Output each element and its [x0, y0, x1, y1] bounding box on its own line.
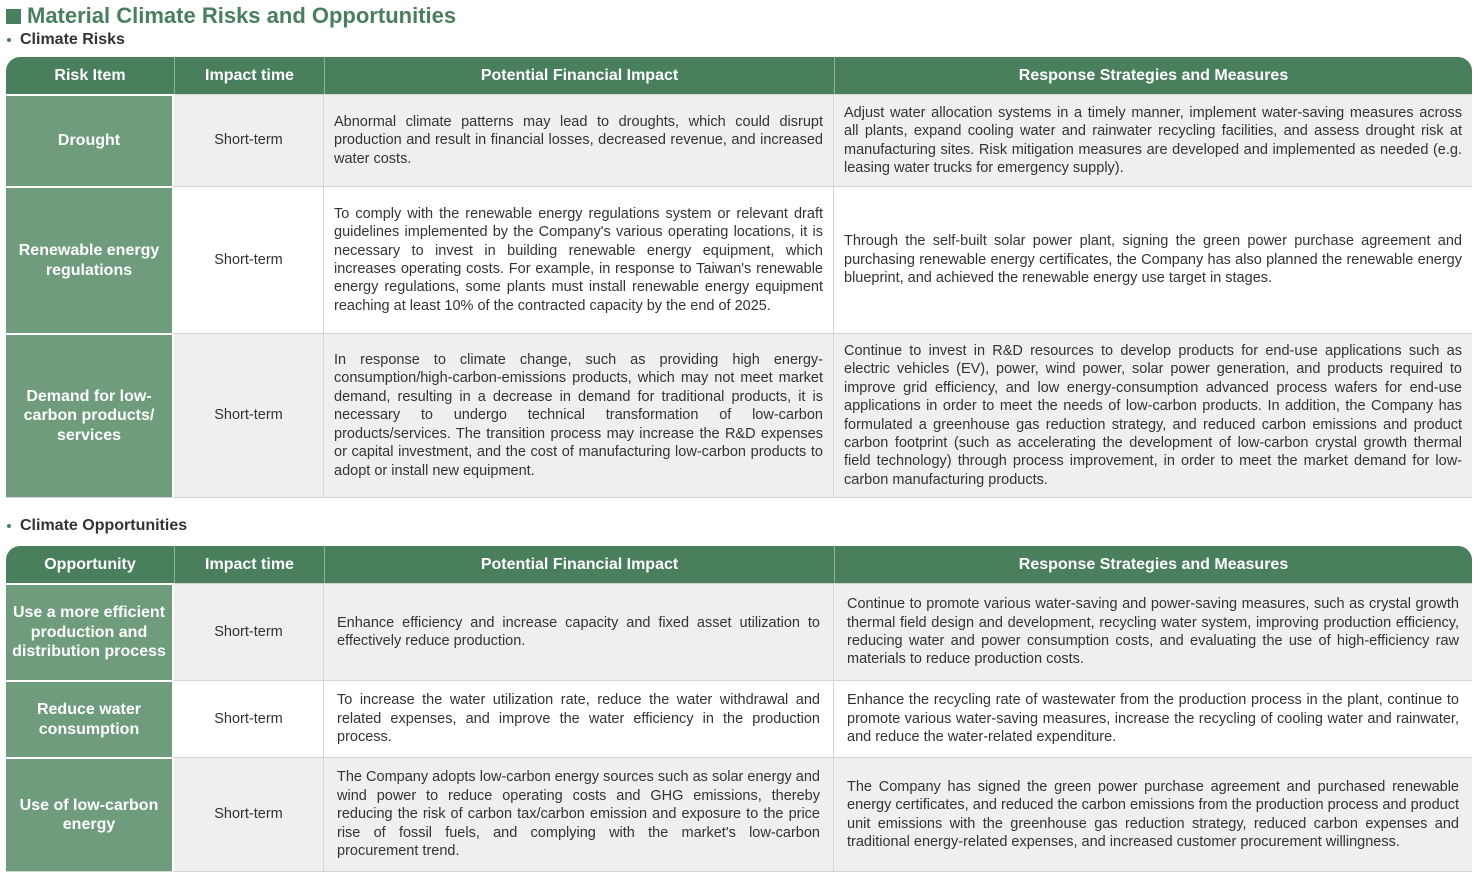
impact-time-cell: Short-term: [174, 333, 324, 498]
page-title-text: Material Climate Risks and Opportunities: [27, 3, 457, 28]
column-header-financial-impact: Potential Financial Impact: [324, 546, 834, 583]
column-header-opportunity: Opportunity: [6, 546, 174, 583]
financial-impact-cell: To comply with the renewable energy regulations system or relevant draft guidelines implemented by the Company's various operating locations, it is necessary to invest in building renewable energy equipment, which increases operating costs. For example, in response to Taiwan's renewable energy regulations, some plants must install renewable energy equipment reaching at least 10% of the contracted capacity by the end of 2025.: [324, 186, 834, 333]
financial-impact-cell: Abnormal climate patterns may lead to droughts, which could disrupt production and result in financial losses, decreased revenue, and increased water costs.: [324, 94, 834, 186]
financial-impact-cell: To increase the water utilization rate, reduce the water withdrawal and related expenses, and improve the water efficiency in the production process.: [324, 680, 834, 757]
financial-impact-cell: In response to climate change, such as providing high energy-consumption/high-carbon-emissions products, which may not meet market demand, resulting in a decrease in demand for traditional products, it is necessary to undergo technical transformation of low-carbon products/services. The transition process may increase the R&D expenses or capital investment, and the cost of manufacturing low-carbon products to adopt or install new equipment.: [324, 333, 834, 498]
risk-item-cell: Demand for low-carbon products/ services: [6, 333, 174, 498]
table-header-row: [6, 57, 1472, 94]
table-row: [6, 186, 1472, 333]
response-strategy-cell: Adjust water allocation systems in a timely manner, implement water-saving measures across all plants, expand cooling water and rainwater recycling facilities, and assess drought risk at manufacturing sites. Risk mitigation measures are developed and implemented as needed (e.g. leasing water trucks for emergency supply).: [834, 94, 1472, 186]
impact-time-cell: Short-term: [174, 186, 324, 333]
climate-risks-table: [6, 57, 1472, 498]
column-header-impact-time: Impact time: [174, 546, 324, 583]
table-header-row: [6, 546, 1472, 583]
opportunity-item-cell: Use of low-carbon energy: [6, 757, 174, 872]
column-header-impact-time: Impact time: [174, 57, 324, 94]
bullet-icon: [7, 38, 11, 42]
title-square-icon: [6, 9, 21, 24]
climate-opportunities-table: [6, 546, 1472, 872]
table-row: [6, 333, 1472, 498]
opportunity-item-cell: Reduce water consumption: [6, 680, 174, 757]
table-row: [6, 757, 1472, 872]
response-strategy-cell: Enhance the recycling rate of wastewater from the production process in the plant, continue to promote various water-saving measures, increase the recycling of cooling water and rainwater, and reduce the water-related expenditure.: [834, 680, 1472, 757]
page-title: [6, 3, 456, 29]
response-strategy-cell: Continue to invest in R&D resources to develop products for end-use applications such as electric vehicles (EV), power, wind power, solar power generation, and products required to improve grid efficiency, and low energy-consumption advanced process wafers for end-use applications in order to meet the needs of low-carbon products. In addition, the Company has formulated a greenhouse gas reduction strategy, and reduced carbon emissions and product carbon footprint (such as accelerating the development of low-carbon crystal growth thermal field technology) through process improvement, in order to meet the market demand for low-carbon manufacturing products.: [834, 333, 1472, 498]
opportunities-section-title: [6, 517, 187, 535]
impact-time-cell: Short-term: [174, 757, 324, 872]
risk-item-cell: Drought: [6, 94, 174, 186]
response-strategy-cell: Through the self-built solar power plant, signing the green power purchase agreement and purchasing renewable energy certificates, the Company has also planned the renewable energy blueprint, and achieved the renewable energy use target in stages.: [834, 186, 1472, 333]
column-header-risk-item: Risk Item: [6, 57, 174, 94]
opportunity-item-cell: Use a more efficient production and distribution process: [6, 583, 174, 680]
column-header-response-strategies: Response Strategies and Measures: [834, 546, 1472, 583]
risk-item-cell: Renewable energy regulations: [6, 186, 174, 333]
impact-time-cell: Short-term: [174, 680, 324, 757]
bullet-icon: [7, 524, 11, 528]
financial-impact-cell: The Company adopts low-carbon energy sources such as solar energy and wind power to reduce operating costs and GHG emissions, thereby reducing the risk of carbon tax/carbon emission and exposure to the price rise of fossil fuels, and complying with the market's low-carbon procurement trend.: [324, 757, 834, 872]
column-header-response-strategies: Response Strategies and Measures: [834, 57, 1472, 94]
response-strategy-cell: The Company has signed the green power purchase agreement and purchased renewable energy certificates, and reduced the carbon emissions from the production process and product unit emissions with the greenhouse gas reduction strategy, reduced carbon expenses and traditional energy-related expenses, and increased customer procurement willingness.: [834, 757, 1472, 872]
response-strategy-cell: Continue to promote various water-saving and power-saving measures, such as crystal growth thermal field design and development, recycling water system, improving production efficiency, reducing water and power consumption costs, and evaluating the use of high-efficiency raw materials to reduce production costs.: [834, 583, 1472, 680]
risks-section-title: [6, 31, 125, 49]
impact-time-cell: Short-term: [174, 583, 324, 680]
table-row: [6, 583, 1472, 680]
financial-impact-cell: Enhance efficiency and increase capacity and fixed asset utilization to effectively reduce production.: [324, 583, 834, 680]
opportunities-section-title-text: Climate Opportunities: [20, 517, 188, 534]
column-header-financial-impact: Potential Financial Impact: [324, 57, 834, 94]
table-row: [6, 680, 1472, 757]
risks-section-title-text: Climate Risks: [20, 31, 125, 48]
impact-time-cell: Short-term: [174, 94, 324, 186]
table-row: [6, 94, 1472, 186]
